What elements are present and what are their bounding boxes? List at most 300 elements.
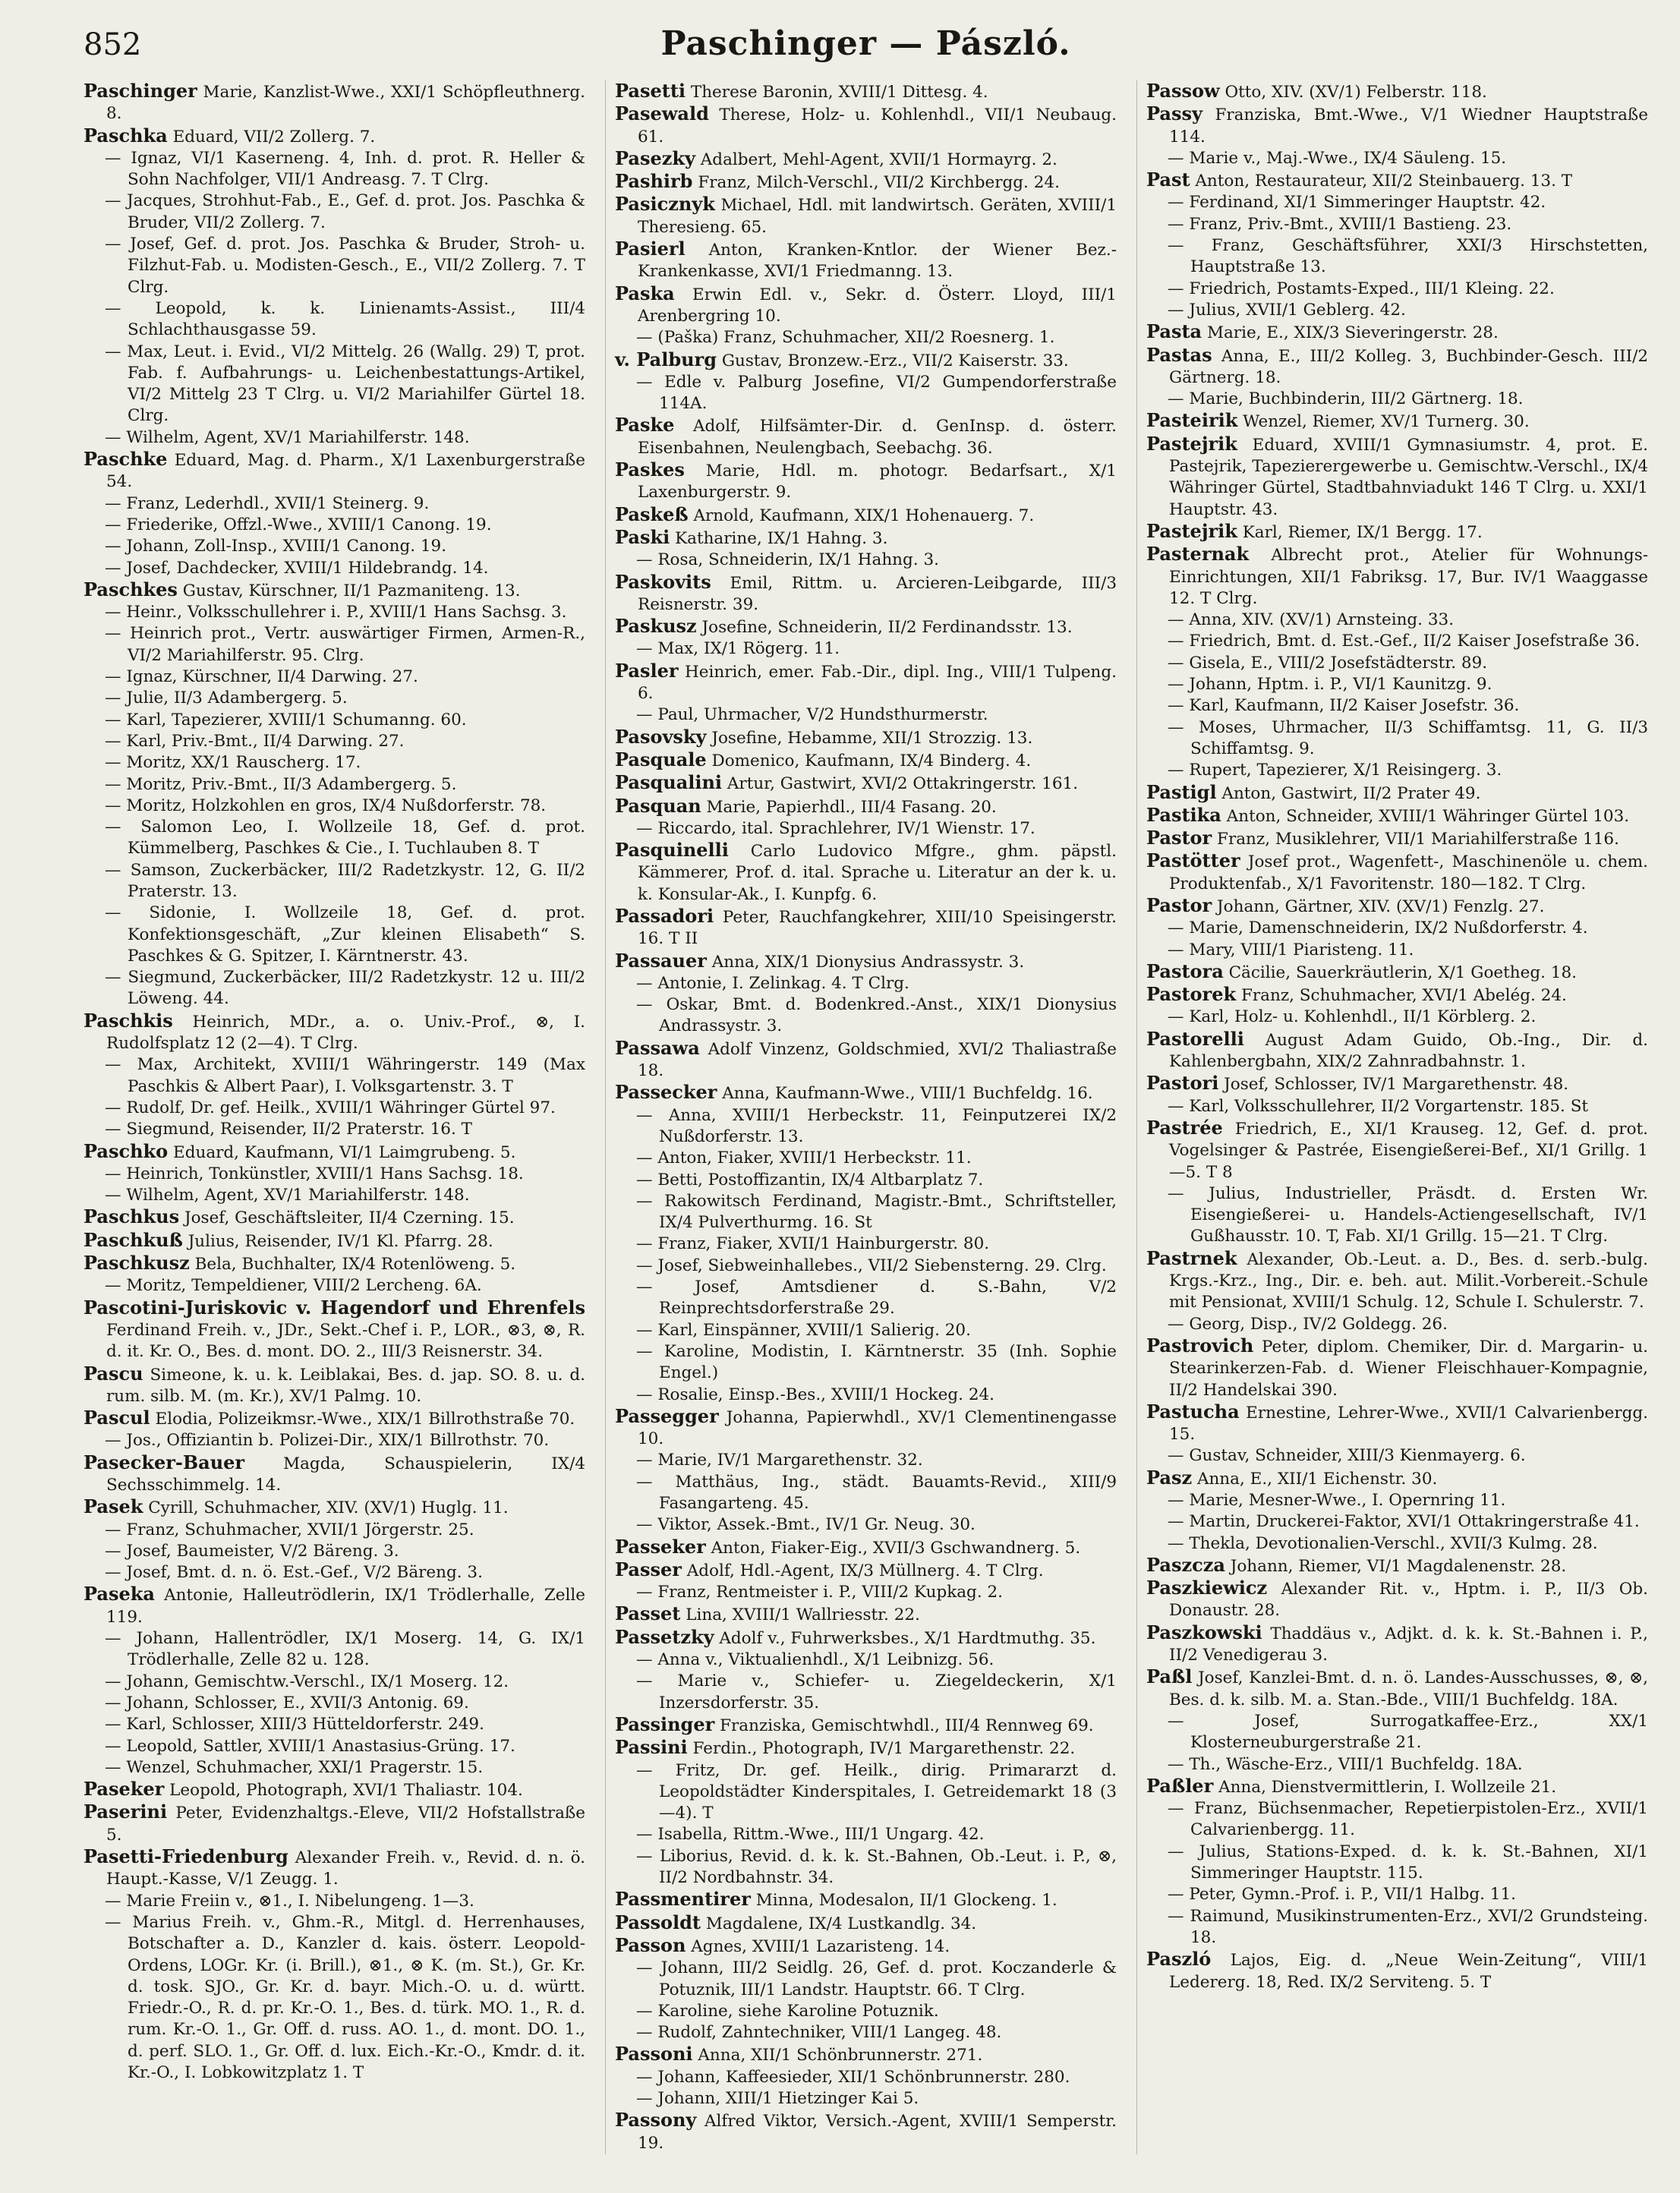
directory-entry [84,1541,585,1562]
entry-surname: Passoldt [615,1911,701,1933]
directory-entry [615,616,1117,638]
entry-text: Katharine, IX/1 Hahng. 3. [675,528,888,548]
entry-text: Therese Baronin, XVIII/1 Dittesg. 4. [690,83,988,102]
entry-text: Friedrich, E., XI/1 Krauseg. 12, Gef. d. prot. Vogelsinger & Pastrée, Eisengießerei-Bef., XI/1 Grillg. 1—5. T 8 [1169,1119,1648,1182]
entry-surname: Passy [1146,102,1202,125]
directory-entry [84,1496,585,1519]
entry-surname: Pasewald [615,102,709,125]
directory-entry [84,125,585,148]
column-right [1136,80,1648,2154]
directory-entry [615,194,1117,238]
directory-entry [84,1757,585,1779]
entry-surname: Pastigl [1146,780,1217,803]
directory-entry [84,1275,585,1297]
entry-surname: Paskes [615,458,685,481]
directory-entry [615,1385,1117,1406]
directory-entry [615,973,1117,994]
directory-entry [615,1536,1117,1559]
entry-text: — Ignaz, VI/1 Kaserneng. 4, Inh. d. prot. R. Heller & Sohn Nachfolger, VII/1 Andreasg. 7. T Clrg. [105,148,585,190]
entry-text: Ferdinand Freih. v., JDr., Sekt.-Chef i. P., LOR., ⊗3, ⊗, R. d. it. Kr. O., Bes. d. mont. DO. 2., III/3 Reisnerstr. 34. [106,1320,585,1362]
directory-entry [615,906,1117,950]
entry-text: — Wenzel, Schuhmacher, XXI/1 Pragerstr. 15. [105,1757,484,1777]
entry-surname: Passinger [615,1712,715,1735]
entry-surname: Passini [615,1736,688,1759]
entry-surname: Passmentirer [615,1888,751,1911]
directory-entry [1146,1776,1648,1798]
directory-entry [1146,321,1648,344]
entry-text: Eduard, XVIII/1 Gymnasiumstr. 4, prot. E. Pastejrik, Tapezierergewerbe u. Gemischtw.-Verschl., IX/4 Währinger Gürtel, Stadtbahnviadukt 146 T Clrg. u. XXI/1 Hauptstr. 43. [1169,435,1648,519]
entry-text: Ferdin., Photograph, IV/1 Margarethenstr. 22. [692,1739,1076,1759]
entry-surname: Passeker [615,1535,706,1558]
entry-surname: Pastor [1146,827,1212,849]
directory-entry [1146,850,1648,895]
entry-text: Lajos, Eig. d. „Neue Wein-Zeitung“, VIII/1 Ledererg. 18, Red. IX/2 Serviteng. 5. T [1169,1951,1648,1992]
directory-entry [1146,1117,1648,1183]
entry-surname: Pastor [1146,893,1212,916]
directory-entry [615,103,1117,148]
entry-text: — Anna, XIV. (XV/1) Arnsteing. 33. [1168,610,1455,630]
directory-entry [615,2088,1117,2110]
entry-text: Gustav, Kürschner, II/1 Pazmaniteng. 13. [182,581,521,600]
entry-surname: Paßl [1146,1665,1193,1688]
entry-surname: Passauer [615,949,707,972]
directory-entry [615,660,1117,705]
directory-entry [84,449,585,493]
directory-entry [84,1363,585,1408]
entry-surname: Pasquinelli [615,839,729,862]
directory-entry [1146,674,1648,695]
entry-text: — Johann, XIII/1 Hietzinger Kai 5. [636,2089,919,2109]
directory-entry [84,860,585,903]
entry-surname: Paszkowski [1146,1621,1262,1643]
directory-entry [615,2110,1117,2154]
directory-entry [84,967,585,1010]
entry-text: — Leopold, Sattler, XVIII/1 Anastasius-Grüng. 17. [105,1736,515,1756]
entry-text: — Riccardo, ital. Sprachlehrer, IV/1 Wienstr. 17. [636,818,1035,838]
entry-surname: Paschkes [84,578,178,600]
entry-surname: Pastorelli [1146,1027,1244,1050]
entry-text: Johann, Gärtner, XIV. (XV/1) Fenzlg. 27. [1217,896,1545,916]
entry-text: — Rupert, Tapezierer, X/1 Reisingerg. 3. [1168,761,1502,780]
entry-surname: Pasz [1146,1466,1193,1489]
directory-entry [84,1098,585,1119]
entry-text: Adolf v., Fuhrwerksbes., X/1 Hardtmuthg. 35. [719,1628,1096,1648]
directory-entry [1146,827,1648,850]
directory-entry [615,1341,1117,1385]
entry-text: — Johann, Schlosser, E., XVII/3 Antonig. 69. [105,1693,469,1712]
entry-text: Eduard, Mag. d. Pharm., X/1 Laxenburgerstraße 54. [106,451,585,492]
entry-text: Arnold, Kaufmann, XIX/1 Hohenauerg. 7. [693,506,1035,525]
entry-text: Marie, Hdl. m. photogr. Bedarfsart., X/1 Laxenburgerstr. 9. [638,462,1117,503]
entry-surname: Pastrée [1146,1116,1223,1139]
directory-entry [615,772,1117,795]
entry-text: Eduard, Kaufmann, VI/1 Laimgrubeng. 5. [173,1142,516,1162]
entry-text: — Julie, II/3 Adambergerg. 5. [105,688,348,708]
directory-entry [84,1736,585,1757]
entry-text: — Karoline, siehe Karoline Potuznik. [636,2001,939,2021]
directory-entry [615,1256,1117,1277]
entry-text: — Heinr., Volksschullehrer i. P., XVIII/1 Hans Sachsg. 3. [105,603,567,622]
entry-text: Anna, E., III/2 Kolleg. 3, Buchbinder-Gesch. III/2 Gärtnerg. 18. [1169,346,1648,387]
entry-text: — (Paška) Franz, Schuhmacher, XII/2 Roesnerg. 1. [636,328,1055,348]
entry-surname: Passadori [615,904,714,927]
entry-text: — Sidonie, I. Wollzeile 18, Gef. d. prot. Konfektionsgeschäft, „Zur kleinen Elisabeth“ S. Paschkes & G. Spitzer, I. Kärntnerstr. 43. [105,903,585,966]
directory-entry [615,1714,1117,1737]
entry-text: — Karl, Einspänner, XVIII/1 Salierig. 20. [636,1320,971,1340]
entry-surname: Paschke [84,448,168,471]
directory-entry [1146,805,1648,827]
entry-text: — Siegmund, Reisender, II/2 Praterstr. 16. T [105,1120,472,1139]
directory-entry [615,1170,1117,1191]
entry-text: Alexander, Ob.-Leut. a. D., Bes. d. serb.-bulg. Krgs.-Krz., Ing., Dir. e. beh. aut. Milit.-Vorbereit.-Schule mit Pensionat, XVIII/1 Schulg. 12, Schule I. Schulerstr. 7. [1169,1249,1648,1312]
entry-text: — Leopold, k. k. Linienamts-Assist., III/4 Schlachthausgasse 59. [105,298,585,340]
directory-entry [84,817,585,860]
directory-entry [1146,235,1648,279]
entry-surname: Pasteirik [1146,409,1238,432]
entry-text: Ernestine, Lehrer-Wwe., XVII/1 Calvarienbergg. 15. [1169,1403,1648,1445]
directory-entry [84,1141,585,1164]
entry-text: — Marie, Mesner-Wwe., I. Opernring 11. [1168,1491,1506,1510]
directory-entry [615,726,1117,749]
entry-text: — Marie Freiin v., ⊗1., I. Nibelungeng. 1—3. [105,1891,474,1911]
directory-entry [1146,1754,1648,1776]
directory-entry [84,1779,585,1801]
directory-entry [1146,1711,1648,1754]
entry-surname: Pashirb [615,170,693,193]
entry-surname: Passet [615,1602,681,1625]
entry-text: Magda, Schauspielerin, IX/4 Sechsschimmelg. 14. [106,1454,585,1495]
entry-surname: Paszkiewicz [1146,1577,1268,1599]
entry-text: — Martin, Druckerei-Faktor, XVI/1 Ottakringerstraße 41. [1168,1512,1640,1532]
entry-text: Anna, E., XII/1 Eichenstr. 30. [1196,1469,1438,1489]
directory-entry [1146,345,1648,389]
entry-surname: Paska [615,282,675,304]
entry-text: — Julius, Stations-Exped. d. k. k. St.-Bahnen, XI/1 Simmeringer Hauptstr. 115. [1168,1842,1648,1883]
entry-text: — Anna v., Viktualienhdl., X/1 Leibnizg. 56. [636,1650,994,1670]
directory-entry [1146,1842,1648,1885]
entry-text: Anton, Fiaker-Eig., XVII/3 Gschwandnerg. 5. [711,1538,1081,1558]
directory-entry [615,994,1117,1038]
entry-surname: Pasler [615,659,679,682]
entry-text: — Jos., Offiziantin b. Polizei-Dir., XIX/1 Billrothstr. 70. [105,1431,550,1451]
entry-surname: Paseka [84,1583,155,1605]
directory-entry [615,459,1117,504]
entry-text: — Johann, Gemischtw.-Verschl., IX/1 Moserg. 12. [105,1672,509,1691]
entry-text: — Mary, VIII/1 Piaristeng. 11. [1168,940,1414,959]
entry-surname: Passoni [615,2043,693,2065]
entry-text: Emil, Rittm. u. Arcieren-Leibgarde, III/3 Reisnerstr. 39. [638,573,1117,614]
directory-entry [84,1801,585,1846]
entry-text: — Franz, Priv.-Bmt., XVIII/1 Bastieng. 23. [1168,214,1512,234]
entry-text: — Karl, Holz- u. Kohlenhdl., II/1 Körblerg. 2. [1168,1007,1537,1027]
entry-text: Anton, Restaurateur, XII/2 Steinbauerg. 13. T [1195,172,1573,191]
directory-entry [84,688,585,709]
entry-text: Franz, Milch-Verschl., VII/2 Kirchbergg. 24. [698,173,1060,193]
directory-entry [84,666,585,688]
entry-surname: Passow [1146,80,1220,102]
entry-text: — Franz, Rentmeister i. P., VIII/2 Kupkag. 2. [636,1583,1003,1602]
entry-surname: Passecker [615,1081,717,1104]
directory-entry [84,1206,585,1229]
directory-entry [615,840,1117,906]
entry-text: Josef, Schlosser, IV/1 Margarethenstr. 48. [1224,1075,1569,1095]
entry-text: Anna, XIX/1 Dionysius Andrassystr. 3. [711,952,1025,972]
directory-entry [615,327,1117,348]
directory-entry [1146,148,1648,169]
entry-text: — Raimund, Musikinstrumenten-Erz., XVI/2 Grundsteing. 18. [1168,1906,1648,1947]
entry-surname: Pasicznyk [615,193,715,216]
entry-surname: Pastötter [1146,849,1240,872]
directory-entry [1146,1511,1648,1533]
directory-entry [615,148,1117,171]
directory-entry [1146,1798,1648,1842]
directory-entry [615,1958,1117,2001]
directory-entry [615,950,1117,973]
entry-surname: Pastora [1146,959,1224,982]
entry-text: Peter, Evidenzhaltgs.-Eleve, VII/2 Hofstallstraße 5. [106,1804,585,1845]
entry-text: — Rakowitsch Ferdinand, Magistr.-Bmt., Schriftsteller, IX/4 Pulverthurmg. 16. St [636,1191,1117,1233]
entry-text: Artur, Gastwirt, XVI/2 Ottakringerstr. 161. [727,774,1079,794]
entry-text: Erwin Edl. v., Sekr. d. Österr. Lloyd, III/1 Arenbergring 10. [638,285,1117,326]
entry-surname: Paseker [84,1778,165,1801]
entry-text: — Rosa, Schneiderin, IX/1 Hahng. 3. [636,550,939,570]
directory-entry [1146,389,1648,410]
directory-entry [84,1583,585,1628]
directory-entry [615,1627,1117,1649]
directory-entry [84,298,585,342]
entry-text: Domenico, Kaufmann, IX/4 Binderg. 4. [711,751,1032,770]
entry-surname: v. Palburg [615,348,717,370]
entry-text: — Georg, Disp., IV/2 Goldegg. 26. [1168,1314,1448,1334]
entry-text: — Josef, Surrogatkaffee-Erz., XX/1 Klosterneuburgerstraße 21. [1168,1711,1648,1753]
entry-text: — Liborius, Revid. d. k. k. St.-Bahnen, Ob.-Leut. i. P., ⊗, II/2 Nordbahnstr. 34. [636,1846,1117,1888]
directory-entry [615,749,1117,772]
entry-text: — Josef, Dachdecker, XVIII/1 Hildebrandg. 14. [105,558,489,578]
entry-text: — Ferdinand, XI/1 Simmeringer Hauptstr. 42. [1168,193,1546,213]
entry-text: Cäcilie, Sauerkräutlerin, X/1 Goetheg. 18. [1228,963,1577,982]
entry-surname: Pastori [1146,1072,1219,1095]
entry-surname: Pasquan [615,794,701,817]
entry-text: Agnes, XVIII/1 Lazaristeng. 14. [691,1936,950,1956]
directory-entry [1146,279,1648,300]
directory-entry [615,414,1117,459]
entry-text: — Siegmund, Zuckerbäcker, III/2 Radetzkystr. 12 u. III/2 Löweng. 44. [105,968,585,1009]
entry-text: Simeone, k. u. k. Leiblakai, Bes. d. jap. SO. 8. u. d. rum. silb. M. (m. Kr.), XV/1 Palmg. 10. [106,1365,585,1406]
directory-entry [84,1693,585,1714]
directory-entry [84,1185,585,1206]
entry-text: — Moritz, Priv.-Bmt., II/3 Adambergerg. 5. [105,774,457,794]
entry-text: — Moses, Uhrmacher, II/3 Schiffamtsg. 11, G. II/3 Schiffamtsg. 9. [1168,717,1648,758]
entry-text: Cyrill, Schuhmacher, XIV. (XV/1) Huglg. 11. [148,1498,509,1518]
entry-text: Alfred Viktor, Versich.-Agent, XVIII/1 Semperstr. 19. [638,2112,1117,2153]
entry-text: — Johann, Hallentrödler, IX/1 Moserg. 14, G. IX/1 Trödlerhalle, Zelle 82 u. 128. [105,1629,585,1670]
directory-entry [1146,1666,1648,1711]
entry-text: — Josef, Amtsdiener d. S.-Bahn, V/2 Reinprechtsdorferstraße 29. [636,1278,1117,1319]
entry-surname: Pastucha [1146,1400,1240,1423]
entry-text: Julius, Reisender, IV/1 Kl. Pfarrg. 28. [188,1231,493,1251]
entry-text: — Franz, Büchsenmacher, Repetierpistolen-Erz., XVII/1 Calvarienbergg. 11. [1168,1799,1648,1840]
entry-surname: Pasierl [615,238,686,260]
directory-entry [1146,717,1648,761]
entry-text: — Friedrich, Postamts-Exped., III/1 Kleing. 22. [1168,279,1555,298]
directory-entry [615,1603,1117,1626]
directory-entry [615,2067,1117,2088]
entry-text: — Johann, Zoll-Insp., XVIII/1 Canong. 19. [105,537,447,556]
directory-entry [1146,695,1648,717]
directory-entry [84,148,585,191]
columns [84,80,1648,2154]
directory-entry [1146,300,1648,321]
entry-text: — Johann, Hptm. i. P., VI/1 Kaunitzg. 9. [1168,675,1492,695]
entry-text: — Karl, Tapezierer, XVIII/1 Schumanng. 60. [105,710,467,729]
directory-entry [84,1628,585,1672]
entry-text: — Oskar, Bmt. d. Bodenkred.-Anst., XIX/1 Dionysius Andrassystr. 3. [636,995,1117,1036]
entry-text: — Heinrich prot., Vertr. auswärtiger Firmen, Armen-R., VI/2 Mariahilferstr. 95. Clrg. [105,624,585,665]
entry-text: — Max, Architekt, XVIII/1 Währingerstr. 149 (Max Paschkis & Albert Paar), I. Volksgartenstr. 3. T [105,1055,585,1096]
entry-text: — Josef, Baumeister, V/2 Bäreng. 3. [105,1541,399,1561]
directory-entry [615,238,1117,283]
entry-text: — Marie v., Schiefer- u. Ziegeldeckerin, X/1 Inzersdorferstr. 35. [636,1672,1117,1712]
entry-text: Franziska, Gemischtwhdl., III/4 Rennweg 69. [720,1716,1094,1735]
directory-entry [84,1891,585,1912]
entry-text: Josef, Geschäftsleiter, II/4 Czerning. 15. [184,1208,515,1228]
directory-entry [84,710,585,731]
entry-text: — Fritz, Dr. gef. Heilk., dirig. Primararzt d. Leopoldstädter Kinderspitales, I. Getreidemarkt 18 (3—4). T [636,1760,1117,1823]
directory-entry [615,2043,1117,2066]
entry-text: — Marie, Buchbinderin, III/2 Gärtnerg. 18. [1168,389,1524,409]
directory-entry [1146,895,1648,918]
entry-surname: Paskusz [615,615,697,638]
entry-text: — Gustav, Schneider, XIII/3 Kienmayerg. 6. [1168,1446,1526,1466]
directory-entry [615,80,1117,103]
entry-surname: Paszcza [1146,1553,1225,1576]
entry-text: Franz, Musiklehrer, VII/1 Mariahilferstraße 116. [1217,830,1619,849]
directory-entry [615,2022,1117,2043]
entry-surname: Paschkis [84,1009,173,1032]
directory-entry [84,342,585,427]
directory-entry [1146,1906,1648,1949]
directory-entry [1146,103,1648,148]
entry-text: — Rosalie, Einsp.-Bes., XVIII/1 Hockeg. 24. [636,1385,995,1404]
directory-entry [84,796,585,817]
directory-entry [84,427,585,449]
directory-entry [615,349,1117,372]
entry-surname: Pasetti [615,80,686,102]
entry-text: — Marie v., Maj.-Wwe., IX/4 Säuleng. 15. [1168,148,1507,168]
directory-entry [84,774,585,796]
entry-text: Josefine, Schneiderin, II/2 Ferdinandsstr. 13. [701,618,1073,638]
directory-entry [84,234,585,298]
entry-text: — Josef, Siebweinhallebes., VII/2 Siebensterng. 29. Clrg. [636,1256,1107,1275]
entry-text: Josef prot., Wagenfett-, Maschinenöle u. chem. Produktenfab., X/1 Favoritenstr. 180—182. T Clrg. [1169,852,1648,893]
entry-text: — Marie, Damenschneiderin, IX/2 Nußdorferstr. 4. [1168,918,1588,938]
directory-entry [1146,610,1648,631]
entry-text: Otto, XIV. (XV/1) Felberstr. 118. [1225,83,1487,102]
entry-text: — Rudolf, Zahntechniker, VIII/1 Langeg. 48. [636,2023,1002,2043]
entry-surname: Pasovsky [615,725,707,748]
directory-entry [615,1846,1117,1889]
entry-text: Gustav, Bronzew.-Erz., VII/2 Kaiserstr. 33. [721,351,1069,370]
entry-text: — Franz, Lederhdl., XVII/1 Steinerg. 9. [105,493,430,513]
entry-text: — Franz, Geschäftsführer, XXI/3 Hirschstetten, Hauptstraße 13. [1168,236,1648,277]
entry-text: Antonie, Halleutrödlerin, IX/1 Trödlerhalle, Zelle 119. [106,1586,585,1627]
directory-entry [615,171,1117,194]
entry-text: Adolf, Hilfsämter-Dir. d. GenInsp. d. österr. Eisenbahnen, Neulengbach, Seebachg. 36. [638,417,1117,458]
directory-entry [615,550,1117,571]
entry-text: — Betti, Postoffizantin, IX/4 Altbarplatz 7. [636,1170,984,1189]
directory-entry [1146,1555,1648,1577]
entry-text: — Jacques, Strohhut-Fab., E., Gef. d. prot. Jos. Paschka & Bruder, VII/2 Zollerg. 7. [105,191,585,232]
directory-entry [1146,1533,1648,1555]
entry-text: Johann, Riemer, VI/1 Magdalenenstr. 28. [1230,1556,1567,1576]
entry-text: — Samson, Zuckerbäcker, III/2 Radetzkystr. 12, G. II/2 Praterstr. 13. [105,860,585,901]
entry-surname: Pastejrik [1146,432,1237,455]
entry-text: — Julius, XVII/1 Geblerg. 42. [1168,300,1406,320]
entry-surname: Paschkuß [84,1228,183,1251]
directory-entry [1146,760,1648,781]
entry-text: Franz, Schuhmacher, XVI/1 Abelég. 24. [1240,986,1567,1006]
column-left [84,80,585,2154]
entry-text: — Paul, Uhrmacher, V/2 Hundsthurmerstr. [636,705,988,725]
directory-entry [615,1472,1117,1515]
entry-text: — Anna, XVIII/1 Herbeckstr. 11, Feinputzerei IX/2 Nußdorferstr. 13. [636,1105,1117,1146]
directory-entry [84,1714,585,1735]
directory-entry [1146,169,1648,192]
entry-text: Heinrich, emer. Fab.-Dir., dipl. Ing., VIII/1 Tulpeng. 6. [638,662,1117,704]
entry-surname: Paschkus [84,1205,180,1228]
entry-surname: Pascu [84,1362,143,1385]
directory-entry [84,1672,585,1693]
directory-entry [1146,1445,1648,1467]
entry-text: Thaddäus v., Adjkt. d. k. k. St.-Bahnen i. P., II/2 Venedigerau 3. [1169,1624,1648,1665]
entry-text: Marie, Kanzlist-Wwe., XXI/1 Schöpfleuthnerg. 8. [106,83,585,124]
directory-entry [1146,1401,1648,1446]
entry-text: — Karl, Priv.-Bmt., II/4 Darwing. 27. [105,731,405,751]
directory-entry [84,1407,585,1430]
directory-entry [615,1912,1117,1935]
entry-surname: Pasqualini [615,771,723,794]
entry-surname: Passawa [615,1036,700,1059]
directory-entry [1146,1577,1648,1622]
entry-text: — Max, Leut. i. Evid., VI/2 Mittelg. 26 (Wallg. 29) T, prot. Fab. f. Aufbahrungs- u. Leichenbestattungs-Artikel, VI/2 Mittelg 23 T Clrg. u. VI/2 Mariahilfer Gürtel 18. Clrg. [105,342,585,426]
entry-text: Anna, Kaufmann-Wwe., VIII/1 Buchfeldg. 16. [722,1084,1093,1104]
directory-entry [615,1038,1117,1082]
directory-entry [615,1889,1117,1911]
column-middle [605,80,1117,2154]
entry-surname: Pastorek [1146,983,1237,1006]
directory-entry [84,1912,585,2084]
directory-entry [84,731,585,752]
entry-surname: Pasta [1146,320,1202,343]
entry-text: Alexander Rit. v., Hptm. i. P., II/3 Ob. Donaustr. 28. [1169,1580,1648,1621]
directory-entry [84,1520,585,1541]
entry-text: — Antonie, I. Zelinkag. 4. T Clrg. [636,973,909,993]
entry-surname: Paske [615,414,675,436]
directory-entry [615,1234,1117,1255]
directory-entry [84,1252,585,1275]
directory-entry [615,1559,1117,1582]
directory-entry [1146,214,1648,235]
directory-entry [615,1450,1117,1471]
directory-entry [84,515,585,536]
entry-surname: Paschko [84,1139,169,1162]
entry-text: Adolf Vinzenz, Goldschmied, XVI/2 Thaliastraße 18. [638,1039,1117,1081]
entry-text: Peter, diplom. Chemiker, Dir. d. Margarin- u. Stearinkerzen-Fab. d. Wiener Fleischhauer-Kompagnie, II/2 Handelskai 390. [1169,1337,1648,1400]
entry-text: — Wilhelm, Agent, XV/1 Mariahilferstr. 148. [105,1186,470,1205]
directory-entry [615,572,1117,616]
entry-surname: Pasezky [615,147,695,169]
entry-text: — Matthäus, Ing., städt. Bauamts-Revid., XIII/9 Fasangarteng. 45. [636,1472,1117,1513]
